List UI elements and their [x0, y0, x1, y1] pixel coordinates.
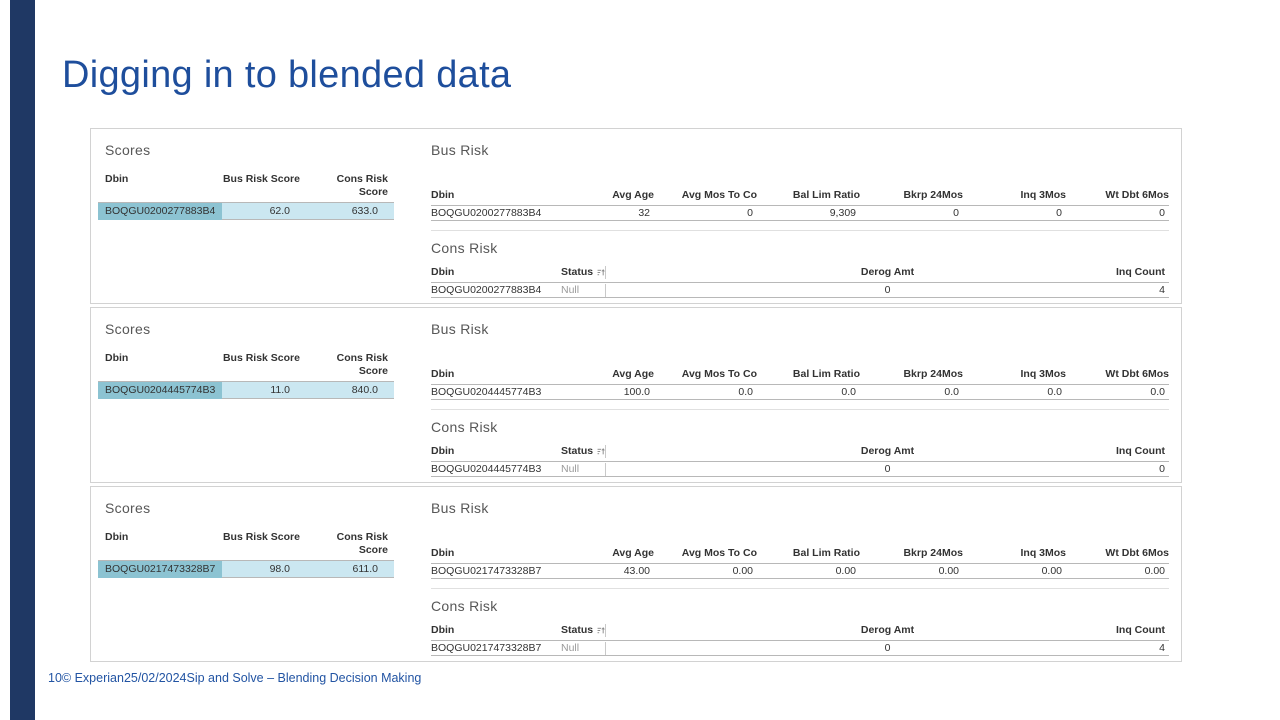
cons-risk-header-row — [431, 624, 1169, 641]
cons-header-dbin: Dbin — [431, 266, 455, 278]
bus-header-dbin: Dbin — [431, 189, 455, 201]
scores-header-dbin: Dbin — [105, 173, 129, 185]
scores-selected-row[interactable] — [98, 382, 394, 399]
cons-header-inq-count: Inq Count — [1116, 266, 1165, 278]
cons-risk-title: Cons Risk — [431, 598, 498, 614]
scores-header-bus-risk-score: Bus Risk Score — [222, 352, 300, 364]
scores-header-dbin: Dbin — [105, 352, 129, 364]
deck-title: Sip and Solve – Blending Decision Making — [186, 671, 422, 685]
bus-wt-dbt-6mos-cell: 0.00 — [1144, 564, 1165, 577]
cons-risk-header-row — [431, 266, 1169, 283]
bus-risk-title: Bus Risk — [431, 321, 489, 337]
cons-header-rest — [605, 624, 1169, 637]
cons-header-rest — [605, 445, 1169, 458]
cons-derog-amt-cell: 0 — [884, 641, 891, 654]
cons-rest-cells — [605, 463, 1169, 476]
cons-derog-amt-cell: 0 — [884, 462, 891, 475]
cons-derog-amt-cell: 0 — [884, 283, 891, 296]
cons-inq-count-cell: 0 — [1159, 462, 1165, 475]
scores-table — [98, 142, 394, 220]
scores-dbin-cell[interactable]: BOQGU0217473328B7 — [98, 561, 222, 578]
blended-data-panel — [90, 128, 1182, 304]
scores-header-row — [98, 173, 394, 203]
page-number: 10 — [48, 671, 62, 685]
bus-header-bkrp-24mos: Bkrp 24Mos — [903, 189, 963, 201]
scores-header-cons-risk-score: Cons Risk Score — [336, 173, 388, 198]
scores-title: Scores — [105, 500, 151, 516]
bus-dbin-cell: BOQGU0200277883B4 — [431, 206, 542, 219]
cons-inq-count-cell: 4 — [1159, 641, 1165, 654]
cons-header-derog-amt: Derog Amt — [860, 266, 915, 278]
bus-header-avg-mos-to-co: Avg Mos To Co — [681, 547, 757, 559]
bus-bkrp-24mos-cell: 0.0 — [944, 385, 959, 398]
bus-risk-data-row — [431, 206, 1169, 221]
bus-avg-mos-to-co-cell: 0.00 — [732, 564, 753, 577]
bus-bal-lim-ratio-cell: 0.0 — [841, 385, 856, 398]
scores-bus-risk-score-cell: 98.0 — [269, 562, 290, 575]
scores-cons-risk-score-cell: 611.0 — [352, 562, 378, 575]
risk-tables — [431, 142, 1169, 298]
bus-risk-data-row — [431, 385, 1169, 400]
bus-avg-mos-to-co-cell: 0.0 — [738, 385, 753, 398]
cons-header-status-label: Status — [561, 624, 594, 636]
cons-dbin-cell: BOQGU0200277883B4 — [431, 283, 542, 296]
bus-risk-header-row — [431, 189, 1169, 206]
cons-header-dbin: Dbin — [431, 624, 455, 636]
bus-header-avg-age: Avg Age — [612, 189, 654, 201]
panel-stack — [90, 128, 1182, 665]
bus-header-inq-3mos: Inq 3Mos — [1020, 547, 1066, 559]
scores-bus-risk-score-cell: 62.0 — [269, 204, 290, 217]
blended-data-panel — [90, 486, 1182, 662]
cons-status-cell: Null — [561, 462, 580, 475]
bus-wt-dbt-6mos-cell: 0.0 — [1150, 385, 1165, 398]
sort-ascending-icon[interactable] — [597, 626, 605, 635]
cons-header-derog-amt: Derog Amt — [860, 445, 915, 457]
scores-header-dbin: Dbin — [105, 531, 129, 543]
scores-cons-risk-score-cell: 840.0 — [351, 383, 378, 396]
slide-title: Digging in to blended data — [62, 54, 512, 96]
bus-inq-3mos-cell: 0.0 — [1047, 385, 1062, 398]
cons-risk-data-row — [431, 462, 1169, 477]
scores-header-row — [98, 352, 394, 382]
scores-selected-row[interactable] — [98, 561, 394, 578]
pane-bottom-line — [431, 221, 1169, 231]
cons-dbin-cell: BOQGU0204445774B3 — [431, 462, 542, 475]
bus-header-bal-lim-ratio: Bal Lim Ratio — [792, 189, 860, 201]
bus-header-inq-3mos: Inq 3Mos — [1020, 189, 1066, 201]
bus-header-wt-dbt-6mos: Wt Dbt 6Mos — [1105, 368, 1169, 380]
cons-rest-cells — [605, 284, 1169, 297]
bus-header-dbin: Dbin — [431, 368, 455, 380]
pane-bottom-line — [431, 579, 1169, 589]
bus-bkrp-24mos-cell: 0 — [953, 206, 959, 219]
cons-rest-cells — [605, 642, 1169, 655]
bus-bal-lim-ratio-cell: 0.00 — [835, 564, 856, 577]
bus-inq-3mos-cell: 0.00 — [1041, 564, 1062, 577]
bus-avg-age-cell: 32 — [638, 206, 650, 219]
bus-bkrp-24mos-cell: 0.00 — [938, 564, 959, 577]
left-accent-bar — [10, 0, 35, 720]
bus-header-avg-mos-to-co: Avg Mos To Co — [681, 368, 757, 380]
cons-header-status[interactable] — [561, 445, 605, 458]
cons-header-status[interactable] — [561, 266, 605, 279]
bus-header-dbin: Dbin — [431, 547, 455, 559]
bus-header-bkrp-24mos: Bkrp 24Mos — [903, 547, 963, 559]
scores-title: Scores — [105, 321, 151, 337]
cons-header-status-label: Status — [561, 445, 594, 457]
bus-avg-age-cell: 100.0 — [623, 385, 650, 398]
bus-inq-3mos-cell: 0 — [1056, 206, 1062, 219]
cons-risk-title: Cons Risk — [431, 240, 498, 256]
cons-dbin-cell: BOQGU0217473328B7 — [431, 641, 542, 654]
footer-date: 25/02/2024 — [123, 671, 187, 685]
bus-risk-header-row — [431, 368, 1169, 385]
scores-dbin-cell[interactable]: BOQGU0204445774B3 — [98, 382, 222, 399]
scores-bus-risk-score-cell: 11.0 — [270, 383, 290, 396]
scores-table — [98, 321, 394, 399]
cons-header-status-label: Status — [561, 266, 594, 278]
sort-ascending-icon[interactable] — [597, 447, 605, 456]
cons-risk-title: Cons Risk — [431, 419, 498, 435]
bus-risk-data-row — [431, 564, 1169, 579]
bus-dbin-cell: BOQGU0204445774B3 — [431, 385, 542, 398]
cons-status-cell: Null — [561, 283, 580, 296]
bus-header-avg-age: Avg Age — [612, 547, 654, 559]
bus-avg-mos-to-co-cell: 0 — [747, 206, 753, 219]
bus-bal-lim-ratio-cell: 9,309 — [829, 206, 856, 219]
bus-risk-header-row — [431, 547, 1169, 564]
scores-header-bus-risk-score: Bus Risk Score — [222, 531, 300, 543]
bus-wt-dbt-6mos-cell: 0 — [1159, 206, 1165, 219]
cons-header-inq-count: Inq Count — [1116, 445, 1165, 457]
cons-risk-header-row — [431, 445, 1169, 462]
risk-tables — [431, 500, 1169, 656]
cons-inq-count-cell: 4 — [1159, 283, 1165, 296]
copyright: © Experian — [61, 671, 124, 685]
cons-header-rest — [605, 266, 1169, 279]
scores-title: Scores — [105, 142, 151, 158]
risk-tables — [431, 321, 1169, 477]
scores-header-cons-risk-score: Cons Risk Score — [336, 352, 388, 377]
bus-dbin-cell: BOQGU0217473328B7 — [431, 564, 542, 577]
bus-risk-title: Bus Risk — [431, 142, 489, 158]
scores-header-row — [98, 531, 394, 561]
slide-footer — [48, 671, 421, 685]
bus-header-wt-dbt-6mos: Wt Dbt 6Mos — [1105, 189, 1169, 201]
scores-table — [98, 500, 394, 578]
cons-status-cell: Null — [561, 641, 580, 654]
scores-dbin-cell[interactable]: BOQGU0200277883B4 — [98, 203, 222, 220]
cons-risk-data-row — [431, 641, 1169, 656]
sort-ascending-icon[interactable] — [597, 268, 605, 277]
cons-header-status[interactable] — [561, 624, 605, 637]
scores-cons-risk-score-cell: 633.0 — [351, 204, 378, 217]
cons-header-derog-amt: Derog Amt — [860, 624, 915, 636]
pane-bottom-line — [431, 400, 1169, 410]
bus-header-avg-age: Avg Age — [612, 368, 654, 380]
cons-header-inq-count: Inq Count — [1116, 624, 1165, 636]
blended-data-panel — [90, 307, 1182, 483]
scores-header-bus-risk-score: Bus Risk Score — [222, 173, 300, 185]
bus-header-avg-mos-to-co: Avg Mos To Co — [681, 189, 757, 201]
bus-header-bkrp-24mos: Bkrp 24Mos — [903, 368, 963, 380]
bus-avg-age-cell: 43.00 — [623, 564, 650, 577]
bus-header-bal-lim-ratio: Bal Lim Ratio — [792, 547, 860, 559]
bus-header-wt-dbt-6mos: Wt Dbt 6Mos — [1105, 547, 1169, 559]
cons-risk-data-row — [431, 283, 1169, 298]
bus-header-inq-3mos: Inq 3Mos — [1020, 368, 1066, 380]
bus-header-bal-lim-ratio: Bal Lim Ratio — [792, 368, 860, 380]
cons-header-dbin: Dbin — [431, 445, 455, 457]
bus-risk-title: Bus Risk — [431, 500, 489, 516]
scores-selected-row[interactable] — [98, 203, 394, 220]
scores-header-cons-risk-score: Cons Risk Score — [336, 531, 388, 556]
